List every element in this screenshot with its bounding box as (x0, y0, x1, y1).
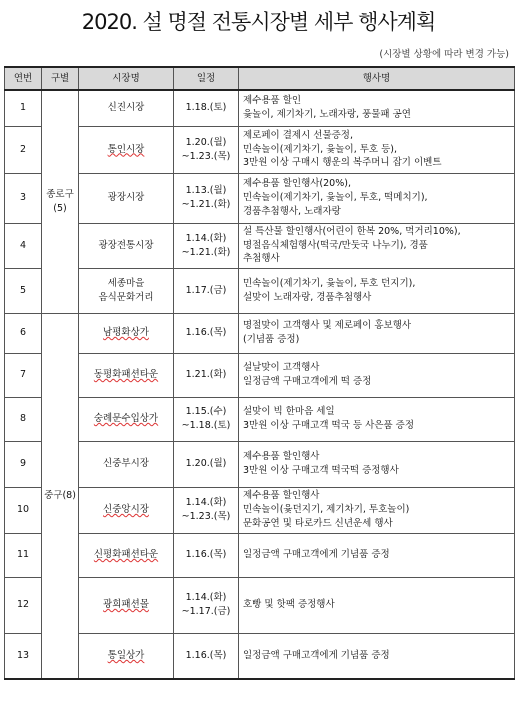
schedule-date: 1.18.(토) (174, 90, 239, 126)
header-row (5, 67, 515, 90)
header-no: 연번 (5, 67, 42, 90)
table-row (5, 441, 515, 487)
table-row (5, 173, 515, 223)
schedule-date: 1.17.(금) (174, 268, 239, 313)
district-cell-jongno: 종로구(5) (42, 90, 79, 313)
table-row (5, 533, 515, 577)
row-no: 2 (5, 126, 42, 173)
event-description: 설 특산물 할인행사(어린이 한복 20%, 먹거리10%), 명절음식체험행사(떡국/만둣국 나누기), 경품 추첨행사 (239, 223, 515, 268)
event-description: 제수용품 할인행사 민속놀이(윷던지기, 제기차기, 투호놀이) 문화공연 및 타로카드 신년운세 행사 (239, 487, 515, 533)
schedule-date: 1.20.(월) (174, 441, 239, 487)
header-market: 시장명 (79, 67, 174, 90)
table-row (5, 268, 515, 313)
row-no: 8 (5, 397, 42, 441)
event-description: 일정금액 구매고객에게 기념품 증정 (239, 633, 515, 679)
row-no: 1 (5, 90, 42, 126)
table-row (5, 397, 515, 441)
table-row (5, 90, 515, 126)
row-no: 4 (5, 223, 42, 268)
schedule-date: 1.16.(목) (174, 633, 239, 679)
event-description: 제수용품 할인행사 3만원 이상 구매고객 떡국떡 증정행사 (239, 441, 515, 487)
market-name: 광장시장 (79, 173, 174, 223)
market-name: 신중부시장 (79, 441, 174, 487)
change-note: (시장별 상황에 따라 변경 가능) (379, 49, 509, 60)
row-no: 5 (5, 268, 42, 313)
event-description: 제로페이 결제시 선물증정, 민속놀이(제기차기, 윷놀이, 투호 등), 3만원 이상 구매시 행운의 복주머니 잡기 이벤트 (239, 126, 515, 173)
event-description: 호빵 및 핫팩 증정행사 (239, 577, 515, 633)
event-description: 설날맞이 고객행사 일정금액 구매고객에게 떡 증정 (239, 353, 515, 397)
event-schedule-table (4, 66, 515, 680)
market-name: 통일상가 (79, 633, 174, 679)
header-district: 구별 (42, 67, 79, 90)
table-row (5, 577, 515, 633)
header-event: 행사명 (239, 67, 515, 90)
event-description: 민속놀이(제기차기, 윷놀이, 투호 던지기), 설맞이 노래자랑, 경품추첨행사 (239, 268, 515, 313)
table-row (5, 223, 515, 268)
row-no: 10 (5, 487, 42, 533)
event-description: 설맞이 빅 한마음 세일 3만원 이상 구매고객 떡국 등 사은품 증정 (239, 397, 515, 441)
market-name: 신진시장 (79, 90, 174, 126)
header-date: 일정 (174, 67, 239, 90)
table-row (5, 633, 515, 679)
schedule-date: 1.14.(화) ~1.21.(화) (174, 223, 239, 268)
event-description: 일정금액 구매고객에게 기념품 증정 (239, 533, 515, 577)
title-area (0, 6, 517, 36)
schedule-date: 1.13.(월) ~1.21.(화) (174, 173, 239, 223)
schedule-date: 1.16.(목) (174, 533, 239, 577)
row-no: 7 (5, 353, 42, 397)
market-name: 광장전통시장 (79, 223, 174, 268)
table-row (5, 313, 515, 353)
row-no: 6 (5, 313, 42, 353)
schedule-date: 1.21.(화) (174, 353, 239, 397)
row-no: 11 (5, 533, 42, 577)
market-name: 통인시장 (79, 126, 174, 173)
schedule-date: 1.16.(목) (174, 313, 239, 353)
market-name: 신평화패션타운 (79, 533, 174, 577)
event-description: 명절맞이 고객행사 및 제로페이 홍보행사 (기념품 증정) (239, 313, 515, 353)
market-name: 동평화패션타운 (79, 353, 174, 397)
market-name: 신중앙시장 (79, 487, 174, 533)
table-row (5, 126, 515, 173)
schedule-date: 1.20.(월) ~1.23.(목) (174, 126, 239, 173)
market-name: 숭례문수입상가 (79, 397, 174, 441)
row-no: 3 (5, 173, 42, 223)
schedule-date: 1.14.(화) ~1.17.(금) (174, 577, 239, 633)
page-title: 2020. 설 명절 전통시장별 세부 행사계획 (81, 10, 436, 34)
market-name: 남평화상가 (79, 313, 174, 353)
row-no: 13 (5, 633, 42, 679)
row-no: 9 (5, 441, 42, 487)
table-row (5, 487, 515, 533)
schedule-date: 1.15.(수) ~1.18.(토) (174, 397, 239, 441)
schedule-date: 1.14.(화) ~1.23.(목) (174, 487, 239, 533)
market-name: 광희패션몰 (79, 577, 174, 633)
event-description: 제수용품 할인 윷놀이, 제기차기, 노래자랑, 풍물패 공연 (239, 90, 515, 126)
row-no: 12 (5, 577, 42, 633)
market-name: 세종마을 음식문화거리 (79, 268, 174, 313)
table-row (5, 353, 515, 397)
event-description: 제수용품 할인행사(20%), 민속놀이(제기차기, 윷놀이, 투호, 떡메치기), 경품추첨행사, 노래자랑 (239, 173, 515, 223)
district-cell-junggu: 중구(8) (42, 313, 79, 679)
